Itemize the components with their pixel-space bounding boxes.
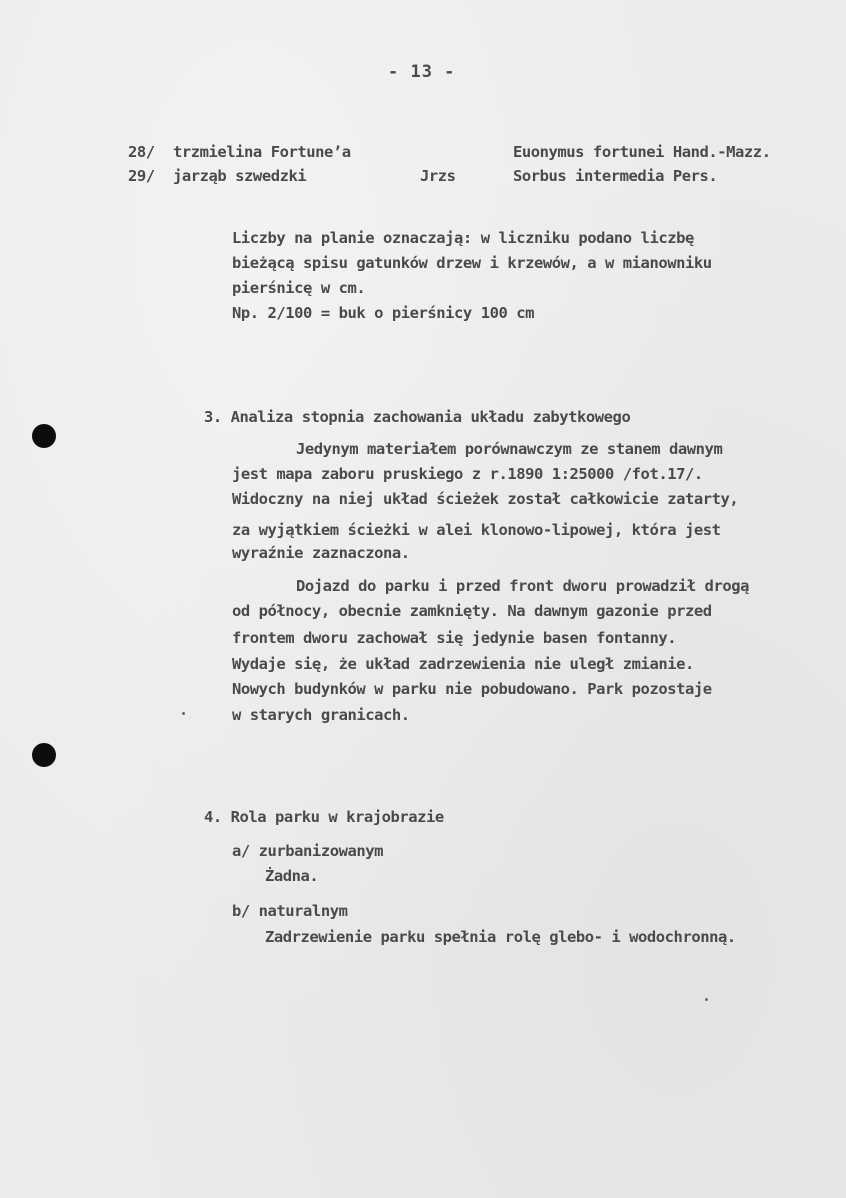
paragraph-line: jest mapa zaboru pruskiego z r.1890 1:25000 /fot.17/. <box>232 465 703 483</box>
paragraph-line: w starych granicach. <box>232 706 410 724</box>
species-latin-name: Sorbus intermedia Pers. <box>513 167 718 185</box>
species-latin-name: Euonymus fortunei Hand.-Mazz. <box>513 143 771 161</box>
legend-note-line: pierśnicę w cm. <box>232 279 366 297</box>
subsection-text: Zadrzewienie parku spełnia rolę glebo- i wodochronną. <box>265 928 736 946</box>
paragraph-line: Wydaje się, że układ zadrzewienia nie uległ zmianie. <box>232 655 694 673</box>
paragraph-line: Widoczny na niej układ ścieżek został całkowicie zatarty, <box>232 490 739 508</box>
subsection-label: b/ naturalnym <box>232 902 348 920</box>
legend-note-line: Liczby na planie oznaczają: w liczniku podano liczbę <box>232 229 694 247</box>
paragraph-line: Nowych budynków w parku nie pobudowano. Park pozostaje <box>232 680 712 698</box>
legend-note-line: Np. 2/100 = buk o pierśnicy 100 cm <box>232 304 534 322</box>
section-3-heading: 3. Analiza stopnia zachowania układu zabytkowego <box>204 408 631 426</box>
legend-note-line: bieżącą spisu gatunków drzew i krzewów, a w mianowniku <box>232 254 712 272</box>
page-number: - 13 - <box>388 62 456 82</box>
paragraph-line: Dojazd do parku i przed front dworu prowadził drogą <box>296 577 749 595</box>
punch-hole <box>32 424 56 448</box>
paragraph-line: za wyjątkiem ścieżki w alei klonowo-lipowej, która jest <box>232 521 721 539</box>
species-number: 29/ <box>128 167 155 185</box>
species-number: 28/ <box>128 143 155 161</box>
paper-speck <box>705 998 708 1001</box>
paper-speck <box>182 712 185 715</box>
punch-hole <box>32 743 56 767</box>
subsection-label: a/ zurbanizowanym <box>232 842 383 860</box>
paragraph-line: wyraźnie zaznaczona. <box>232 544 410 562</box>
paragraph-line: Jedynym materiałem porównawczym ze stanem dawnym <box>296 440 723 458</box>
section-4-heading: 4. Rola parku w krajobrazie <box>204 808 444 826</box>
species-abbreviation: Jrzs <box>420 167 456 185</box>
paragraph-line: frontem dworu zachował się jedynie basen fontanny. <box>232 629 677 647</box>
species-polish-name: trzmielina Fortune’a <box>173 143 351 161</box>
subsection-text: Żadna. <box>265 867 319 885</box>
species-polish-name: jarząb szwedzki <box>173 167 307 185</box>
paragraph-line: od północy, obecnie zamknięty. Na dawnym gazonie przed <box>232 602 712 620</box>
